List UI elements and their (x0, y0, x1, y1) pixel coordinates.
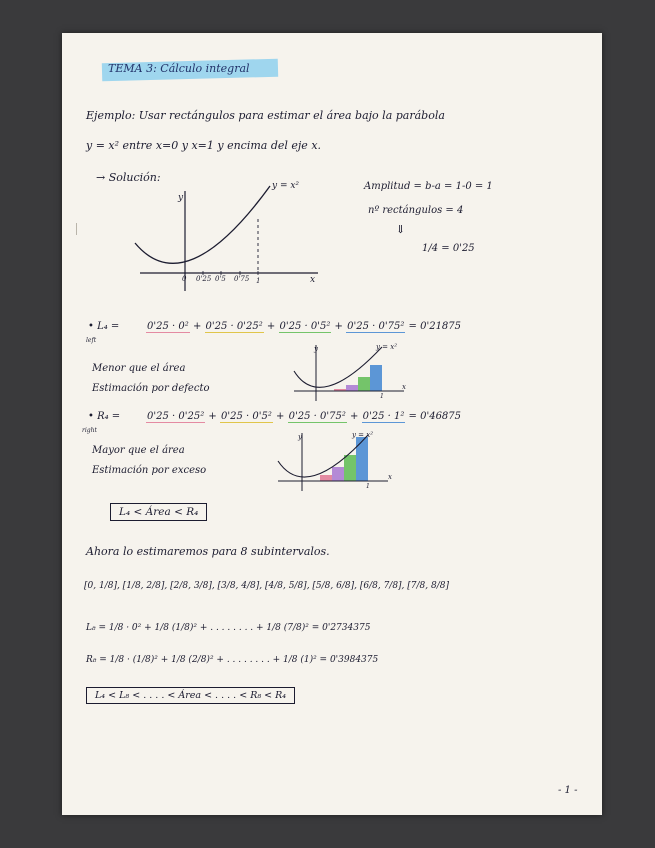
tick-label-1: 1 (256, 277, 261, 285)
r4-plus-3: + (350, 411, 359, 422)
r4-rectangles-graph (274, 431, 394, 493)
l4-rect-3 (358, 377, 370, 391)
amplitude-note: Amplitud = b-a = 1-0 = 1 (364, 181, 493, 192)
r4-plus-1: + (208, 411, 217, 422)
tick-label-0: 0 (182, 275, 187, 283)
l4-term-3: 0'25 · 0'5² (279, 321, 331, 332)
r4-term-1: 0'25 · 0'25² (147, 411, 205, 422)
r4-comment-greater: Mayor que el área (92, 445, 185, 456)
l4-plus-2: + (266, 321, 276, 332)
r4-rect-4 (356, 437, 368, 481)
r4-mini-x-label: x (388, 473, 392, 481)
tick-label-0-25: 0'25 (196, 275, 212, 283)
r4-rect-1 (320, 475, 332, 481)
tick-label-0-75: 0'75 (234, 275, 250, 283)
parabola-graph (130, 181, 330, 301)
graph1-curve-label: y = x² (272, 181, 300, 191)
tick-label-0-5: 0'5 (215, 275, 226, 283)
r4-term-3: 0'25 · 0'75² (288, 411, 346, 422)
l4-mini-x-label: x (402, 383, 406, 391)
l4-rect-2 (346, 385, 358, 391)
l4-comment-default: Estimación por defecto (92, 383, 210, 394)
l4-result: = 0'21875 (408, 321, 462, 332)
l4-term-2: 0'25 · 0'25² (205, 321, 263, 332)
graph1-y-label: y (178, 193, 184, 203)
r4-right-subscript: right (82, 427, 97, 434)
r4-plus-2: + (276, 411, 285, 422)
r4-mini-curve-label: y = x² (352, 431, 374, 439)
r4-rect-2 (332, 467, 344, 481)
l4-mini-tick-label: 1 (380, 393, 384, 400)
implies-arrow: ⇓ (396, 223, 406, 236)
l4-left-subscript: left (86, 337, 97, 344)
l4-mini-y-label: y (314, 345, 318, 353)
eight-subintervals-statement: Ahora lo estimaremos para 8 subintervalos. (86, 545, 330, 558)
r4-mini-tick-label: 1 (366, 483, 370, 490)
l8-equation: L₈ = 1/8 · 0² + 1/8 (1/8)² + . . . . . . . . + 1/8 (7/8)² = 0'2734375 (86, 623, 371, 633)
example-statement-line2: y = x² entre x=0 y x=1 y encima del eje x. (86, 139, 322, 152)
r4-term-4: 0'25 · 1² (362, 411, 405, 422)
r4-result: = 0'46875 (408, 411, 462, 422)
r8-equation: R₈ = 1/8 · (1/8)² + 1/8 (2/8)² + . . . . . . . . + 1/8 (1)² = 0'3984375 (86, 655, 379, 665)
subintervals-list: [0, 1/8], [1/8, 2/8], [2/8, 3/8], [3/8, 4/8], [4/8, 5/8], [5/8, 6/8], [6/8, 7/8], [7/8, 8/8] (84, 581, 449, 591)
r4-label: • R₄ = (88, 411, 121, 422)
l4-rect-4 (370, 365, 382, 391)
r4-comment-excess: Estimación por exceso (92, 465, 207, 476)
page-title: TEMA 3: Cálculo integral (108, 62, 250, 75)
l4-plus-1: + (192, 321, 202, 332)
example-statement-line1: Ejemplo: Usar rectángulos para estimar el área bajo la parábola (86, 109, 445, 122)
l4-label: • L₄ = (88, 321, 120, 332)
l4-rectangles-graph (290, 343, 410, 403)
l4-mini-curve-label: y = x² (376, 343, 398, 351)
l4-term-1: 0'25 · 0² (147, 321, 189, 332)
parabola-curve (135, 186, 270, 263)
notebook-page (62, 33, 602, 815)
solution-label: → Solución: (96, 171, 161, 184)
inequality-box-2: L₄ < L₈ < . . . . < Área < . . . . < R₈ < R₄ (86, 687, 295, 704)
l4-term-4: 0'25 · 0'75² (347, 321, 405, 332)
inequality-box-1: L₄ < Área < R₄ (110, 503, 207, 521)
r4-rect-3 (344, 455, 356, 481)
r4-term-2: 0'25 · 0'5² (220, 411, 272, 422)
width-result: 1/4 = 0'25 (422, 243, 475, 254)
l4-comment-lower: Menor que el área (92, 363, 186, 374)
graph1-x-label: x (310, 275, 316, 285)
l4-plus-3: + (334, 321, 343, 332)
page-number: - 1 - (558, 785, 578, 796)
page-crease (76, 223, 77, 235)
num-rectangles-note: nº rectángulos = 4 (368, 205, 464, 216)
r4-mini-y-label: y (298, 433, 302, 441)
